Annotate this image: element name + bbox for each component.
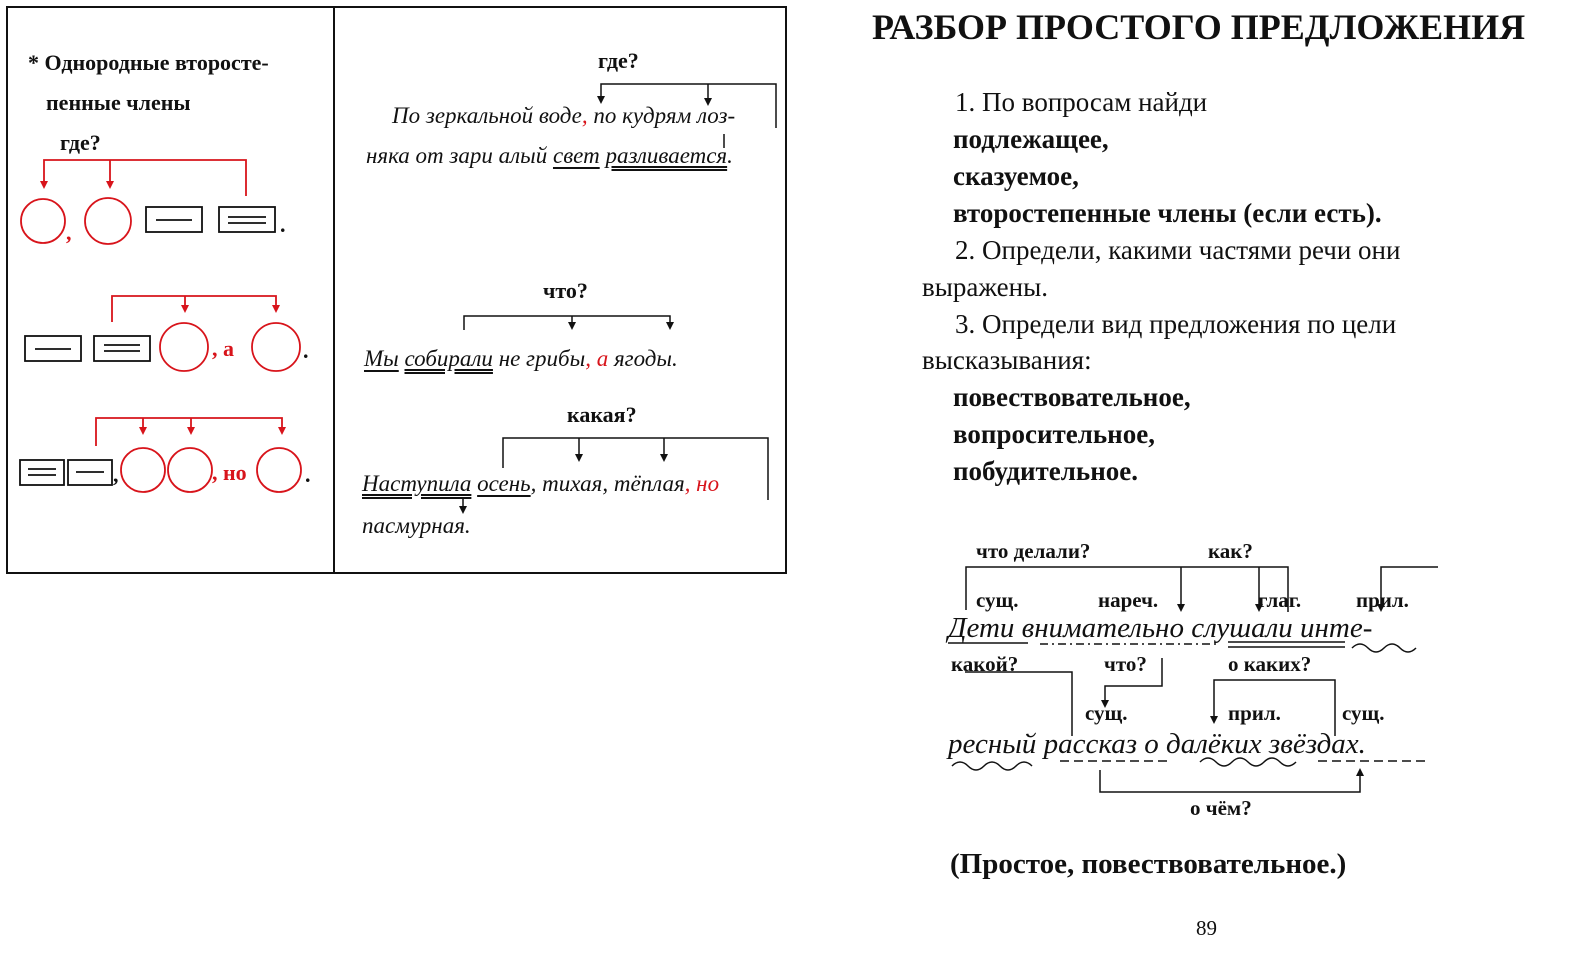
- example-2-conjunction: , а: [585, 346, 609, 371]
- example-3-predicate: Наступила: [362, 471, 472, 496]
- heading-line-1: Однородные второсте-: [44, 50, 269, 75]
- step-3-line-2: высказывания:: [922, 345, 1092, 375]
- parse-label-verb: глаг.: [1258, 588, 1302, 612]
- scheme-question-where: где?: [60, 130, 101, 155]
- parse-label-adjective-2: прил.: [1228, 701, 1281, 725]
- example-1-red-comma: ,: [581, 103, 588, 128]
- step-1-item-predicate: сказуемое,: [953, 161, 1079, 191]
- step-3-item-imperative: побудительное.: [953, 456, 1139, 486]
- step-2-line-1: 2. Определи, какими частями речи они: [955, 235, 1401, 265]
- example-3-conjunction: , но: [684, 471, 720, 496]
- parse-label-noun-3: сущ.: [1342, 701, 1385, 725]
- example-2-sentence: Мы собирали не грибы, а ягоды.: [364, 346, 678, 371]
- step-1-intro: 1. По вопросам найди: [955, 87, 1208, 117]
- step-2-line-2: выражены.: [922, 272, 1048, 302]
- parse-word-adverb: внимательно: [1021, 612, 1184, 644]
- parse-word-subject: Дети: [948, 612, 1015, 644]
- step-3-item-declarative: повествовательное,: [953, 382, 1191, 412]
- parse-word-predicate: слушали: [1191, 612, 1293, 644]
- parse-question-what-did: что делали?: [976, 539, 1091, 563]
- step-3-line-1: 3. Определи вид предложения по цели: [955, 309, 1397, 339]
- parse-word-object: рассказ: [1043, 728, 1138, 760]
- example-1-line-1: По зеркальной воде, по кудрям лоз-: [392, 103, 736, 128]
- example-3-line-2: пасмурная.: [362, 513, 471, 538]
- parse-word-adjective-end: ресный: [948, 728, 1037, 760]
- scheme-3-period: .: [305, 462, 311, 487]
- example-1-question: где?: [598, 48, 639, 73]
- conclusion: (Простое, повествовательное.): [950, 848, 1347, 880]
- parse-sentence-line-1: [948, 612, 1372, 645]
- parse-question-about-what: о чём?: [1190, 796, 1252, 820]
- parse-question-how: как?: [1208, 539, 1253, 563]
- step-1-item-subject: подлежащее,: [953, 124, 1109, 154]
- example-3-question: какая?: [567, 402, 637, 427]
- example-1-line-2: няка от зари алый свет разливается.: [366, 143, 733, 168]
- step-3-item-interrogative: вопросительное,: [953, 419, 1155, 449]
- example-2-predicate: собирали: [404, 346, 493, 371]
- scheme-1-period: .: [280, 212, 286, 237]
- step-1-item-secondary: второстепенные члены (если есть).: [953, 198, 1382, 228]
- parse-word-noun-3: звёздах.: [1268, 728, 1366, 760]
- example-2-subject: Мы: [364, 346, 399, 371]
- bullet-asterisk: *: [28, 50, 39, 75]
- example-3-subject: осень: [477, 471, 531, 496]
- heading-line-2: пенные члены: [46, 90, 191, 115]
- parse-question-which: какой?: [951, 652, 1019, 676]
- parse-question-about-which: о каких?: [1228, 652, 1312, 676]
- parse-sentence-line-2: [948, 728, 1366, 761]
- parse-label-noun-1: сущ.: [976, 588, 1019, 612]
- scheme-1-comma: ,: [66, 220, 72, 245]
- parse-label-noun-2: сущ.: [1085, 701, 1128, 725]
- example-1-predicate: разливается: [605, 143, 728, 168]
- parse-label-adjective-1: прил.: [1356, 588, 1409, 612]
- scheme-2-period: .: [303, 338, 309, 363]
- parse-word-adjective-3: далёких: [1166, 728, 1262, 760]
- example-2-question: что?: [543, 278, 588, 303]
- page-title: РАЗБОР ПРОСТОГО ПРЕДЛОЖЕНИЯ: [872, 7, 1526, 47]
- parse-label-adverb: нареч.: [1098, 588, 1159, 612]
- parse-question-what: что?: [1104, 652, 1147, 676]
- example-3-line-1: Наступила осень, тихая, тёплая, но: [362, 471, 720, 496]
- scheme-2-conjunction: , а: [212, 336, 234, 361]
- example-1-subject: свет: [552, 143, 600, 168]
- scheme-3-conjunction: , но: [212, 460, 247, 485]
- page-number: 89: [1196, 916, 1217, 940]
- scheme-3-comma: ,: [113, 462, 119, 487]
- parse-word-adjective-start: инте-: [1300, 612, 1373, 644]
- parse-word-preposition: о: [1144, 728, 1159, 760]
